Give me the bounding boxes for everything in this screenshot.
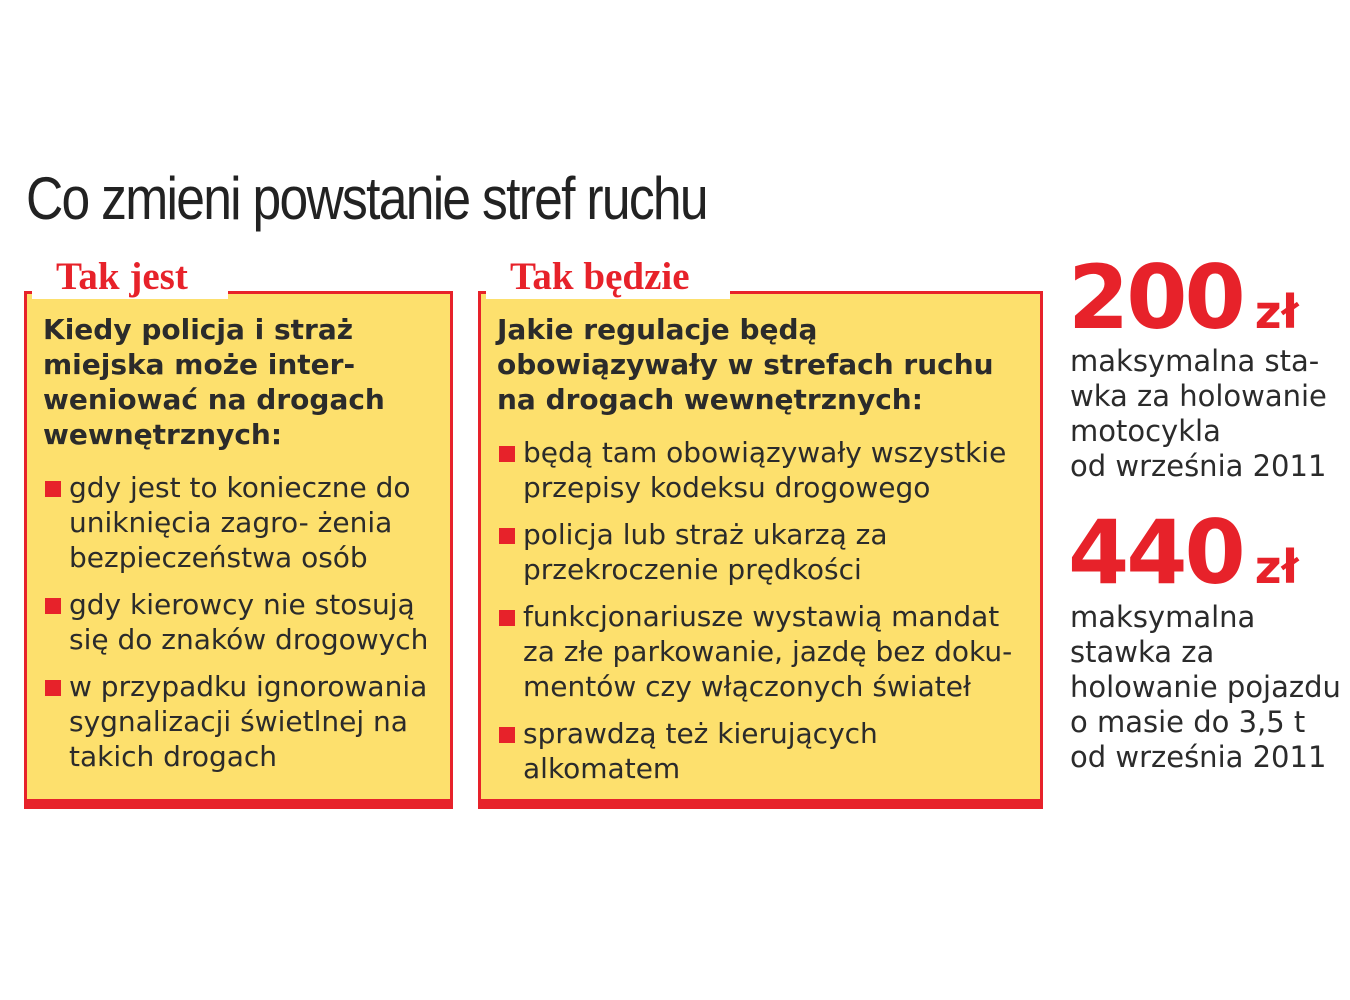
page-title: Co zmieni powstanie stref ruchu: [26, 165, 707, 232]
list-item: [497, 435, 1012, 505]
bullet-square-icon: [45, 481, 61, 497]
list-item: [497, 599, 1012, 704]
list-item: [497, 716, 1012, 786]
list-item: [43, 470, 428, 575]
current-rules-label: Tak jest: [32, 255, 228, 299]
stat-unit: zł: [1254, 285, 1299, 339]
list-item: [43, 669, 428, 774]
stat-motorcycle-value: [1068, 246, 1299, 349]
current-rules-list: [43, 470, 428, 786]
future-rules-label: Tak będzie: [486, 255, 730, 299]
stat-motorcycle-description: maksymalna sta- wka za holowanie motocykla od września 2011: [1070, 344, 1327, 483]
list-item-text: sprawdzą też kierujących alkomatem: [523, 717, 878, 785]
list-item-text: funkcjonariusze wystawią mandat za złe parkowanie, jazdę bez doku- mentów czy włączonych świateł: [523, 600, 1013, 703]
bullet-square-icon: [499, 528, 515, 544]
stat-vehicle-value: [1068, 501, 1299, 604]
future-rules-panel: [478, 291, 1043, 809]
stat-number: 440: [1068, 501, 1243, 604]
list-item-text: będą tam obowiązywały wszystkie przepisy kodeksu drogowego: [523, 436, 1007, 504]
stat-unit: zł: [1254, 540, 1299, 594]
bullet-square-icon: [45, 680, 61, 696]
list-item-text: gdy kierowcy nie stosują się do znaków drogowych: [69, 588, 429, 656]
current-rules-panel: [24, 291, 453, 809]
bullet-square-icon: [499, 610, 515, 626]
bullet-square-icon: [45, 598, 61, 614]
stat-vehicle-description: maksymalna stawka za holowanie pojazdu o masie do 3,5 t od września 2011: [1070, 600, 1341, 774]
list-item-text: w przypadku ignorowania sygnalizacji świetlnej na takich drogach: [69, 670, 428, 773]
list-item: [497, 517, 1012, 587]
list-item-text: policja lub straż ukarzą za przekroczenie prędkości: [523, 518, 888, 586]
bullet-square-icon: [499, 446, 515, 462]
bullet-square-icon: [499, 727, 515, 743]
stat-number: 200: [1068, 246, 1243, 349]
current-rules-heading: Kiedy policja i straż miejska może inter- weniować na drogach wewnętrznych:: [43, 313, 385, 451]
list-item: [43, 587, 428, 657]
future-rules-list: [497, 435, 1012, 798]
list-item-text: gdy jest to konieczne do uniknięcia zagro- żenia bezpieczeństwa osób: [69, 471, 411, 574]
future-rules-heading: Jakie regulacje będą obowiązywały w strefach ruchu na drogach wewnętrznych:: [497, 313, 994, 416]
